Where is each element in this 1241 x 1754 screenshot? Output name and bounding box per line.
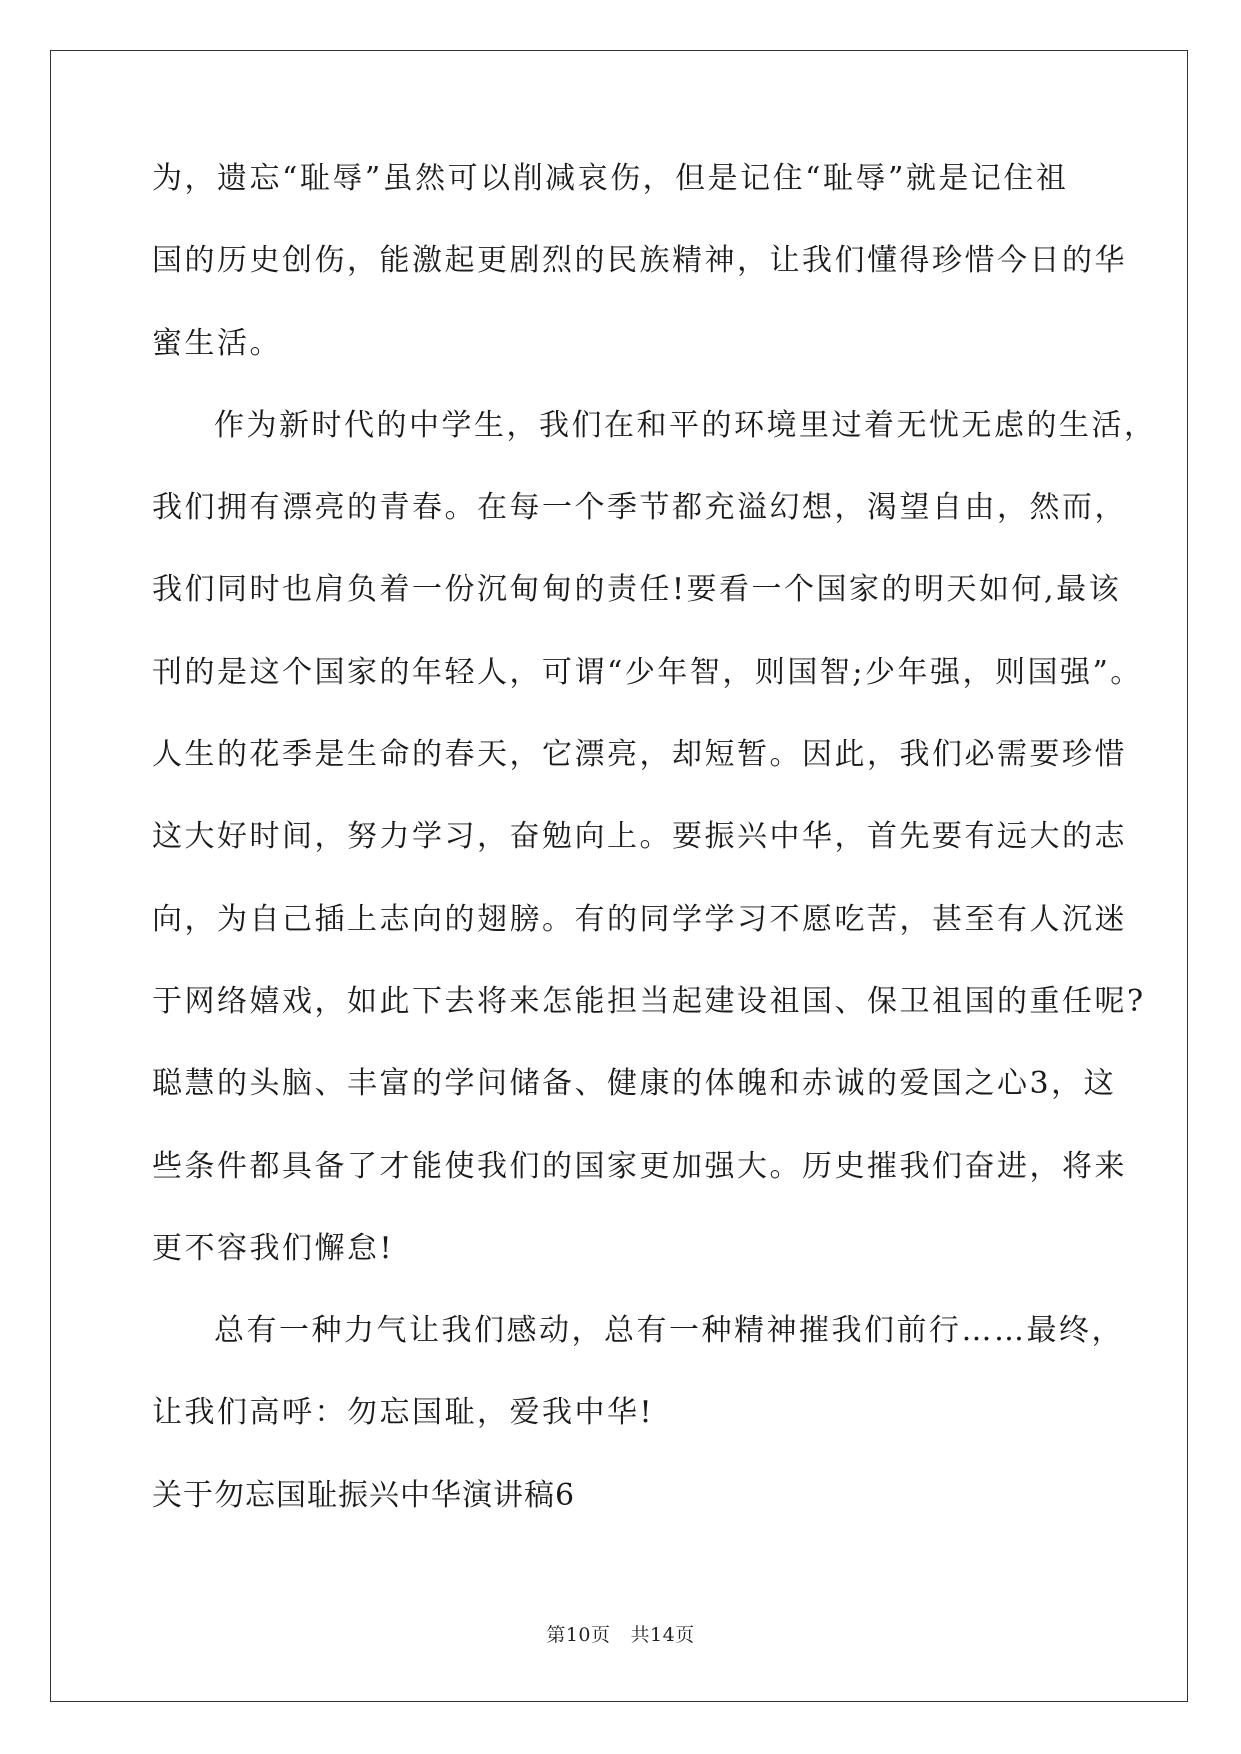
text-line-7: 刊的是这个国家的年轻人，可谓“少年智，则国智;少年强，则国强”。 — [152, 654, 1143, 690]
text-line-14: 更不容我们懈怠! — [152, 1230, 395, 1266]
text-line-15: 总有一种力气让我们感动，总有一种精神摧我们前行……最终， — [214, 1313, 1124, 1349]
page-footer — [0, 1620, 1241, 1647]
section-heading: 关于勿忘国耻振兴中华演讲稿6 — [152, 1477, 576, 1513]
text-line-4: 作为新时代的中学生，我们在和平的环境里过着无忧无虑的生活， — [214, 407, 1157, 443]
text-line-5: 我们拥有漂亮的青春。在每一个季节都充溢幻想，渴望自由，然而， — [152, 490, 1127, 526]
text-line-1: 为，遗忘“耻辱”虽然可以削减哀伤，但是记住“耻辱”就是记住祖 — [152, 161, 1069, 196]
text-line-10: 向，为自己插上志向的翅膀。有的同学学习不愿吃苦，甚至有人沉迷 — [152, 901, 1127, 937]
text-line-6: 我们同时也肩负着一份沉甸甸的责任!要看一个国家的明天如何,最该 — [152, 572, 1122, 608]
text-line-11: 于网络嬉戏，如此下去将来怎能担当起建设祖国、保卫祖国的重任呢? — [152, 983, 1146, 1019]
text-line-13: 些条件都具备了才能使我们的国家更加强大。历史摧我们奋进，将来 — [152, 1148, 1127, 1184]
text-line-16: 让我们高呼：勿忘国耻，爱我中华! — [152, 1395, 655, 1431]
text-line-9: 这大好时间，努力学习，奋勉向上。要振兴中华，首先要有远大的志 — [152, 819, 1127, 855]
document-body — [152, 155, 1157, 1554]
text-line-2: 国的历史创伤，能激起更剧烈的民族精神，让我们懂得珍惜今日的华 — [152, 243, 1127, 279]
text-line-3: 蜜生活。 — [152, 325, 282, 361]
page-number: 第10页 — [546, 1624, 611, 1646]
text-line-8: 人生的花季是生命的春天，它漂亮，却短暂。因此，我们必需要珍惜 — [152, 737, 1127, 773]
text-line-12: 聪慧的头脑、丰富的学问储备、健康的体魄和赤诚的爱国之心3，这 — [152, 1066, 1117, 1102]
page-total: 共14页 — [630, 1624, 695, 1646]
